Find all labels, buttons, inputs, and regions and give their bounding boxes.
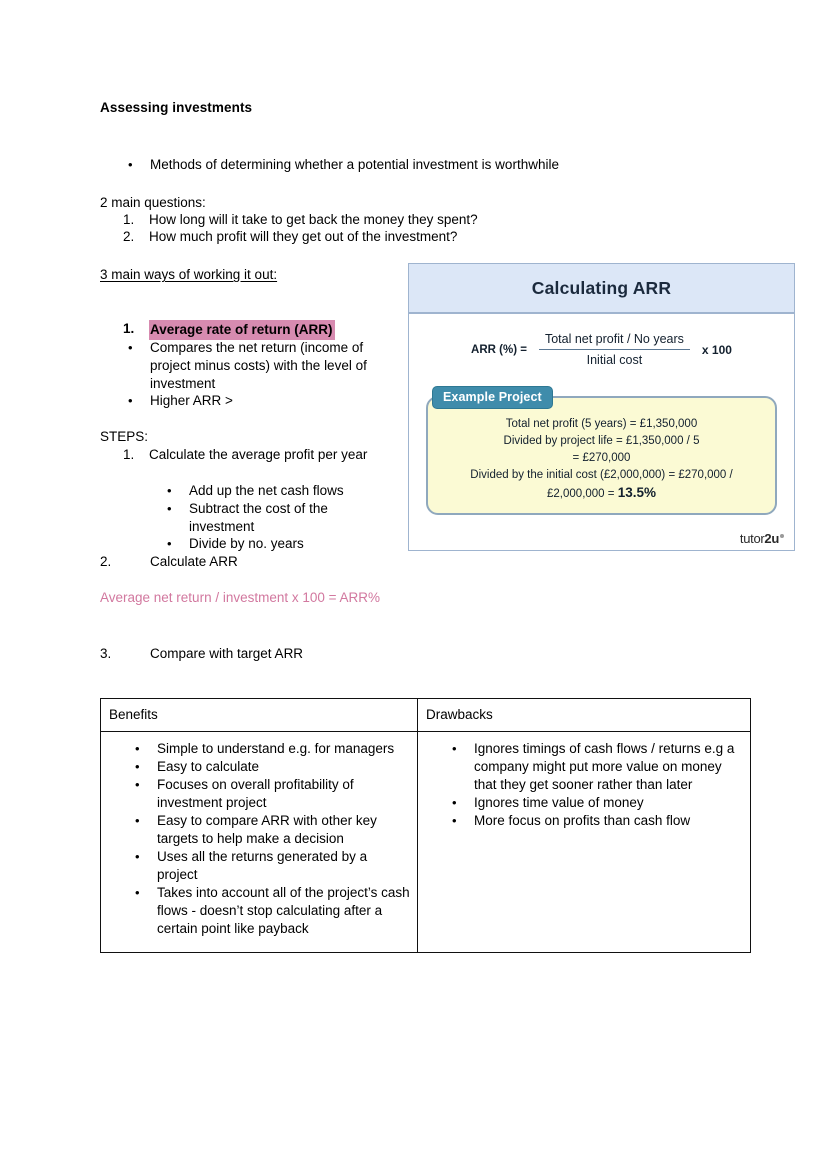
page-title: Assessing investments [100,100,253,115]
list-item: • More focus on profits than cash flow [474,812,744,830]
method-number: 1. [123,321,135,336]
example-project-tab: Example Project [432,386,553,409]
list-item: • Focuses on overall profitability of investment project [157,776,411,812]
method-bullet-1 [128,339,396,393]
step-number-1: 1. [123,447,135,462]
formula-fraction [539,332,690,367]
list-item: • Easy to calculate [157,758,411,776]
drawbacks-list [424,740,744,830]
tutor2u-logo [740,531,784,546]
question-text-2: How much profit will they get out of the investment? [149,229,458,244]
step-sub-bullet-3-text: Divide by no. years [189,536,304,551]
questions-heading: 2 main questions: [100,195,206,210]
method-bullet-2-text: Higher ARR > [150,393,233,408]
example-result-line [436,484,767,503]
steps-heading: STEPS: [100,429,149,444]
step-sub-bullet-2 [167,500,367,536]
step-number-2: 2. [100,554,112,569]
example-project-box [426,396,777,515]
step-number-3: 3. [100,646,112,661]
list-item: • Uses all the returns generated by a project [157,848,411,884]
example-result-value: 13.5% [617,485,656,500]
step-item-3 [100,645,303,663]
question-text-1: How long will it take to get back the money they spent? [149,212,478,227]
example-line-1: Total net profit (5 years) = £1,350,000 [505,418,698,430]
benefits-list [107,740,411,938]
table-header-row [101,699,751,732]
logo-text-part1: tutor [739,531,765,546]
example-line-3: = £270,000 [572,452,631,464]
intro-bullet-text: Methods of determining whether a potential investment is worthwhile [150,157,559,172]
intro-bullet-item [128,156,688,174]
method-bullet-2 [128,392,396,410]
list-item: • Ignores timings of cash flows / returns e.g a company might put more value on money that they get sooner rather than later [474,740,744,794]
bullet-icon: • [167,536,172,551]
diagram-header [409,264,794,314]
bullet-icon: • [167,501,172,516]
bullet-icon: • [128,157,133,172]
diagram-title: Calculating ARR [531,277,672,298]
step-text-2: Calculate ARR [150,554,238,569]
formula-right-side: x 100 [701,342,732,357]
step-text-1: Calculate the average profit per year [149,447,368,462]
column-header-drawbacks: Drawbacks [418,699,751,732]
formula-denominator: Initial cost [586,353,643,367]
logo-text-part2: 2u [764,531,779,546]
arr-formula [409,332,794,367]
example-result-prefix: £2,000,000 = [547,488,618,500]
question-item-2 [123,228,683,246]
drawbacks-cell [418,732,751,953]
step-item-2 [100,553,238,571]
method-title-highlighted: Average rate of return (ARR) [149,320,335,340]
question-number-2: 2. [123,229,135,244]
question-item-1 [123,211,683,229]
step-sub-bullet-3 [167,535,397,553]
bullet-icon: • [128,340,133,355]
question-number-1: 1. [123,212,135,227]
calculating-arr-diagram [408,263,795,551]
list-item: • Easy to compare ARR with other key targets to help make a decision [157,812,411,848]
formula-note: Average net return / investment x 100 = ARR% [100,590,381,605]
example-line-4: Divided by the initial cost (£2,000,000) = £270,000 / [470,469,733,481]
formula-left-side: ARR (%) = [471,343,527,356]
step-sub-bullet-2-text: Subtract the cost of the investment [189,501,328,534]
ways-heading: 3 main ways of working it out: [100,267,278,282]
step-text-3: Compare with target ARR [150,646,304,661]
list-item: • Takes into account all of the project’s cash flows - doesn’t stop calculating after a certain point like payback [157,884,411,938]
example-line-2: Divided by project life = £1,350,000 / 5 [503,435,700,447]
bullet-icon: • [128,393,133,408]
list-item: • Ignores time value of money [474,794,744,812]
list-item: • Simple to understand e.g. for managers [157,740,411,758]
method-title-row [123,320,335,340]
formula-numerator: Total net profit / No years [544,332,684,346]
step-sub-bullet-1-text: Add up the net cash flows [189,483,344,498]
step-sub-bullet-1 [167,482,397,500]
benefits-drawbacks-table [100,698,751,953]
benefits-cell [101,732,418,953]
logo-mark-icon [780,534,784,538]
table-row [101,732,751,953]
bullet-icon: • [167,483,172,498]
column-header-benefits: Benefits [101,699,418,732]
step-item-1 [123,446,373,464]
method-bullet-1-text: Compares the net return (income of project minus costs) with the level of investment [150,340,367,391]
